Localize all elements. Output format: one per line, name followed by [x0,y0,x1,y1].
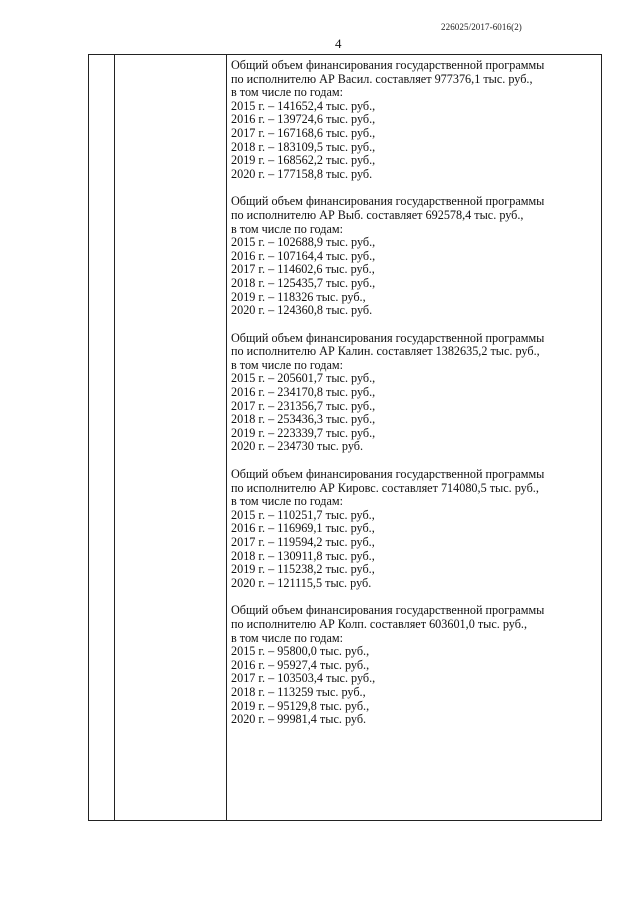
financing-line: 2018 г. – 113259 тыс. руб., [231,684,366,699]
financing-line: 2017 г. – 114602,6 тыс. руб., [231,262,375,277]
financing-line: 2016 г. – 116969,1 тыс. руб., [231,521,375,536]
financing-line: в том числе по годам: [231,221,343,236]
financing-line: 2016 г. – 234170,8 тыс. руб., [231,385,376,400]
financing-line: 2015 г. – 141652,4 тыс. руб., [231,98,376,113]
financing-line: 2020 г. – 99981,4 тыс. руб. [231,712,367,727]
financing-line: 2020 г. – 234730 тыс. руб. [231,439,364,454]
financing-line: 2017 г. – 231356,7 тыс. руб., [231,398,376,413]
financing-line: 2018 г. – 125435,7 тыс. руб., [231,275,376,290]
financing-line: 2019 г. – 115238,2 тыс. руб., [231,562,375,577]
financing-paragraph [231,195,599,317]
document-table [88,54,602,821]
financing-line: в том числе по годам: [231,630,343,645]
financing-line: Общий объем финансирования государственной программы [231,194,545,209]
financing-line: Общий объем финансирования государственной программы [231,58,545,72]
financing-line: по исполнителю АР Выб. составляет 692578,4 тыс. руб., [231,207,524,222]
financing-line: 2020 г. – 177158,8 тыс. руб. [231,166,373,181]
financing-line: 2015 г. – 205601,7 тыс. руб., [231,371,376,386]
page-number: 4 [335,36,342,51]
financing-line: в том числе по годам: [231,357,343,372]
financing-line: 2016 г. – 107164,4 тыс. руб., [231,248,376,263]
financing-line: по исполнителю АР Кировс. составляет 714080,5 тыс. руб., [231,480,539,495]
table-column-divider [114,55,115,820]
financing-line: 2020 г. – 121115,5 тыс. руб. [231,575,372,590]
financing-line: 2018 г. – 253436,3 тыс. руб., [231,412,376,427]
financing-line: 2015 г. – 95800,0 тыс. руб., [231,644,370,659]
financing-line: 2016 г. – 139724,6 тыс. руб., [231,112,376,127]
financing-line: 2018 г. – 183109,5 тыс. руб., [231,139,376,154]
financing-line: по исполнителю АР Калин. составляет 1382635,2 тыс. руб., [231,344,540,359]
financing-line: Общий объем финансирования государственной программы [231,603,545,618]
financing-line: 2017 г. – 119594,2 тыс. руб., [231,535,375,549]
financing-line: по исполнителю АР Васил. составляет 977376,1 тыс. руб., [231,71,533,86]
financing-line: в том числе по годам: [231,85,343,100]
financing-paragraph [231,332,599,454]
document-code: 226025/2017-6016(2) [441,22,522,32]
financing-line: Общий объем финансирования государственной программы [231,467,545,482]
financing-line: 2020 г. – 124360,8 тыс. руб. [231,303,373,318]
financing-line: Общий объем финансирования государственной программы [231,330,545,345]
financing-line: 2019 г. – 168562,2 тыс. руб., [231,153,376,168]
financing-line: по исполнителю АР Колп. составляет 603601,0 тыс. руб., [231,616,528,631]
financing-line: 2017 г. – 103503,4 тыс. руб., [231,671,376,686]
financing-paragraph [231,59,599,181]
financing-line: 2016 г. – 95927,4 тыс. руб., [231,657,370,672]
financing-line: 2015 г. – 102688,9 тыс. руб., [231,235,376,250]
financing-line: 2018 г. – 130911,8 тыс. руб., [231,548,375,563]
financing-line: 2019 г. – 95129,8 тыс. руб., [231,698,370,713]
financing-paragraph [231,468,599,590]
financing-line: 2019 г. – 118326 тыс. руб., [231,289,366,304]
table-cell-financing-text [231,59,599,741]
financing-line: 2019 г. – 223339,7 тыс. руб., [231,425,376,440]
financing-line: в том числе по годам: [231,494,343,509]
financing-line: 2017 г. – 167168,6 тыс. руб., [231,125,376,140]
table-column-divider [226,55,227,820]
financing-paragraph [231,604,599,726]
financing-line: 2015 г. – 110251,7 тыс. руб., [231,507,375,522]
